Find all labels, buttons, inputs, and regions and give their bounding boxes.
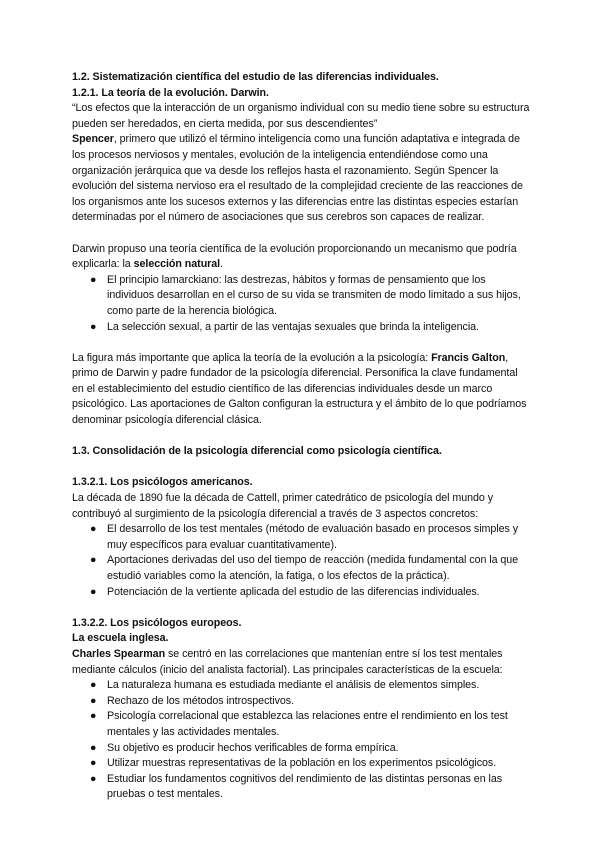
bullet-icon: ●: [90, 273, 97, 286]
list-item-text: La selección sexual, a partir de las ventajas sexuales que brinda la inteligencia.: [107, 320, 479, 333]
list-item-text: Su objetivo es producir hechos verificables de forma empírica.: [107, 741, 399, 754]
galton-paragraph: [72, 351, 530, 429]
natural-selection: selección natural: [133, 258, 221, 271]
bullet-icon: ●: [90, 757, 97, 770]
darwin-quote: “Los efectos que la interacción de un organismo individual con su medio tiene sobre su estructura pueden ser heredados, en cierta medida, por sus descendientes”: [72, 102, 530, 130]
section-1-2-1-heading: 1.2.1. La teoría de la evolución. Darwin.: [72, 86, 269, 99]
bullet-icon: ●: [90, 320, 97, 333]
list-item-text: La naturaleza humana es estudiada mediante el análisis de elementos simples.: [107, 679, 480, 692]
list-item-text: El principio lamarckiano: las destrezas, hábitos y formas de pensamiento que los individuos desarrollan en el curso de su vida se transmiten de modo limitado a sus hijos, como parte de la herencia biológica.: [107, 273, 521, 317]
list-item: [72, 585, 530, 601]
list-item: [72, 522, 530, 553]
bullet-icon: ●: [90, 741, 97, 754]
english-school-heading: La escuela inglesa.: [72, 632, 169, 645]
spearman-name: Charles Spearman: [72, 647, 166, 660]
darwin-text: Darwin propuso una teoría científica de la evolución proporcionando un mecanismo que podría explicarla: la: [72, 242, 517, 271]
spearman-text: se centró en las correlaciones que mantenían entre sí los test mentales mediante cálculos (inicio del analista factorial). Las principales características de la escuela:: [72, 647, 503, 676]
cattell-bullet-list: [72, 522, 530, 600]
spencer-paragraph: [72, 132, 530, 226]
spencer-name: Spencer: [72, 133, 114, 146]
list-item: [72, 772, 530, 803]
document-page: [72, 70, 530, 803]
bullet-icon: ●: [90, 710, 97, 723]
bullet-icon: ●: [90, 679, 97, 692]
spencer-text: , primero que utilizó el término inteligencia como una función adaptativa e integrada de los procesos nerviosos y mentales, evolución de la inteligencia entendiéndose como una organización jerárquica que va desde los reflejos hasta el razonamiento. Según Spencer la evolución del sistema nervioso era el resultado de la complejidad creciente de las reacciones de los organismos ante los sucesos externos y las diferencias entre las distintas especies estarían determinadas por el número de asociaciones que sus cerebros son capaces de realizar.: [72, 133, 523, 224]
darwin-text-end: .: [220, 258, 224, 271]
bullet-icon: ●: [90, 772, 97, 785]
section-1-2-heading: 1.2. Sistematización científica del estudio de las diferencias individuales.: [72, 71, 439, 83]
list-item-text: Aportaciones derivadas del uso del tiempo de reacción (medida fundamental con la que estudió variables como la atención, la fatiga, o los efectos de la práctica).: [107, 554, 519, 582]
bullet-icon: ●: [90, 554, 97, 567]
list-item-text: El desarrollo de los test mentales (método de evaluación basado en procesos simples y muy específicos para evaluar cuantitativamente).: [107, 523, 519, 551]
list-item: [72, 678, 530, 694]
cattell-paragraph: La década de 1890 fue la década de Cattell, primer catedrático de psicología del mundo y contribuyó al surgimiento de la psicología diferencial a través de 3 aspectos concretos:: [72, 492, 494, 520]
darwin-bullet-list: [72, 273, 530, 335]
list-item: [72, 320, 530, 336]
section-1-3-heading: 1.3. Consolidación de la psicología diferencial como psicología científica.: [72, 445, 442, 458]
galton-name: Francis Galton: [431, 351, 506, 364]
list-item: [72, 553, 530, 584]
section-1-3-2-1-heading: 1.3.2.1. Los psicólogos americanos.: [72, 476, 253, 489]
list-item-text: Rechazo de los métodos introspectivos.: [107, 694, 295, 707]
english-school-bullet-list: [72, 678, 530, 803]
section-1-3-2-2-heading: 1.3.2.2. Los psicólogos europeos.: [72, 616, 242, 629]
bullet-icon: ●: [90, 585, 97, 598]
list-item: [72, 741, 530, 757]
list-item-text: Potenciación de la vertiente aplicada del estudio de las diferencias individuales.: [107, 585, 480, 598]
bullet-icon: ●: [90, 694, 97, 707]
list-item-text: Utilizar muestras representativas de la población en los experimentos psicológicos.: [107, 757, 497, 770]
list-item: [72, 273, 530, 320]
darwin-paragraph: [72, 242, 530, 273]
spearman-paragraph: [72, 647, 530, 678]
galton-text-end: , primo de Darwin y padre fundador de la psicología diferencial. Personifica la clave fundamental en el establecimiento del estudio científico de las diferencias individuales desde un marco psicológico. Las aportaciones de Galton configuran la estructura y el ámbito de lo que podríamos denominar psicología diferencial clásica.: [72, 351, 527, 427]
bullet-icon: ●: [90, 523, 97, 536]
list-item-text: Estudiar los fundamentos cognitivos del rendimiento de las distintas personas en las pruebas o test mentales.: [107, 772, 503, 801]
list-item-text: Psicología correlacional que establezca las relaciones entre el rendimiento en los test mentales y las actividades mentales.: [107, 710, 508, 738]
list-item: [72, 756, 530, 772]
galton-text: La figura más importante que aplica la teoría de la evolución a la psicología:: [72, 351, 432, 364]
list-item: [72, 709, 530, 740]
list-item: [72, 694, 530, 710]
